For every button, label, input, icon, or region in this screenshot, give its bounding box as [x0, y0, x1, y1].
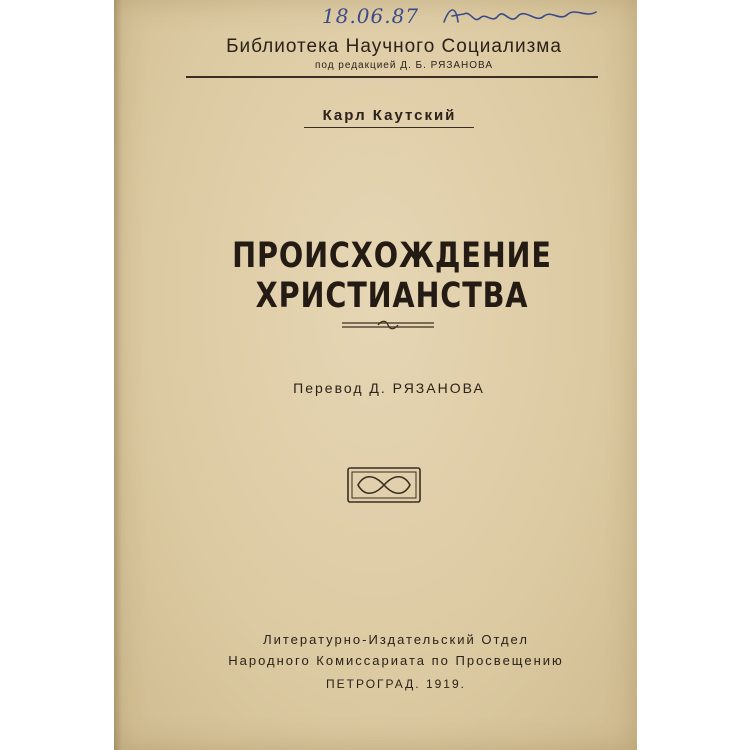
imprint-city-year: ПЕТРОГРАД. 1919. [326, 677, 466, 691]
publisher-line-2: Народного Комиссариата по Просвещению [228, 653, 564, 668]
series-editor: под редакцией Д. Б. РЯЗАНОВА [314, 60, 494, 71]
handwritten-date: 18.06.87 [322, 4, 420, 28]
publisher-line-1: Литературно-Издательский Отдел [263, 632, 529, 647]
publisher-ornament [346, 466, 422, 504]
author-name: Карл Каутский [322, 107, 457, 124]
book-title: ПРОИСХОЖДЕНИЕ ХРИСТИАНСТВА [232, 236, 552, 316]
series-title: Библиотека Научного Социализма [226, 36, 562, 57]
translator-credit: Перевод Д. РЯЗАНОВА [293, 380, 485, 396]
handwritten-signature [320, 0, 610, 30]
header-rule [186, 76, 598, 78]
signature-scrawl [440, 2, 600, 30]
author-underline [304, 127, 474, 128]
title-page [114, 0, 637, 750]
ornamental-divider [342, 318, 434, 332]
